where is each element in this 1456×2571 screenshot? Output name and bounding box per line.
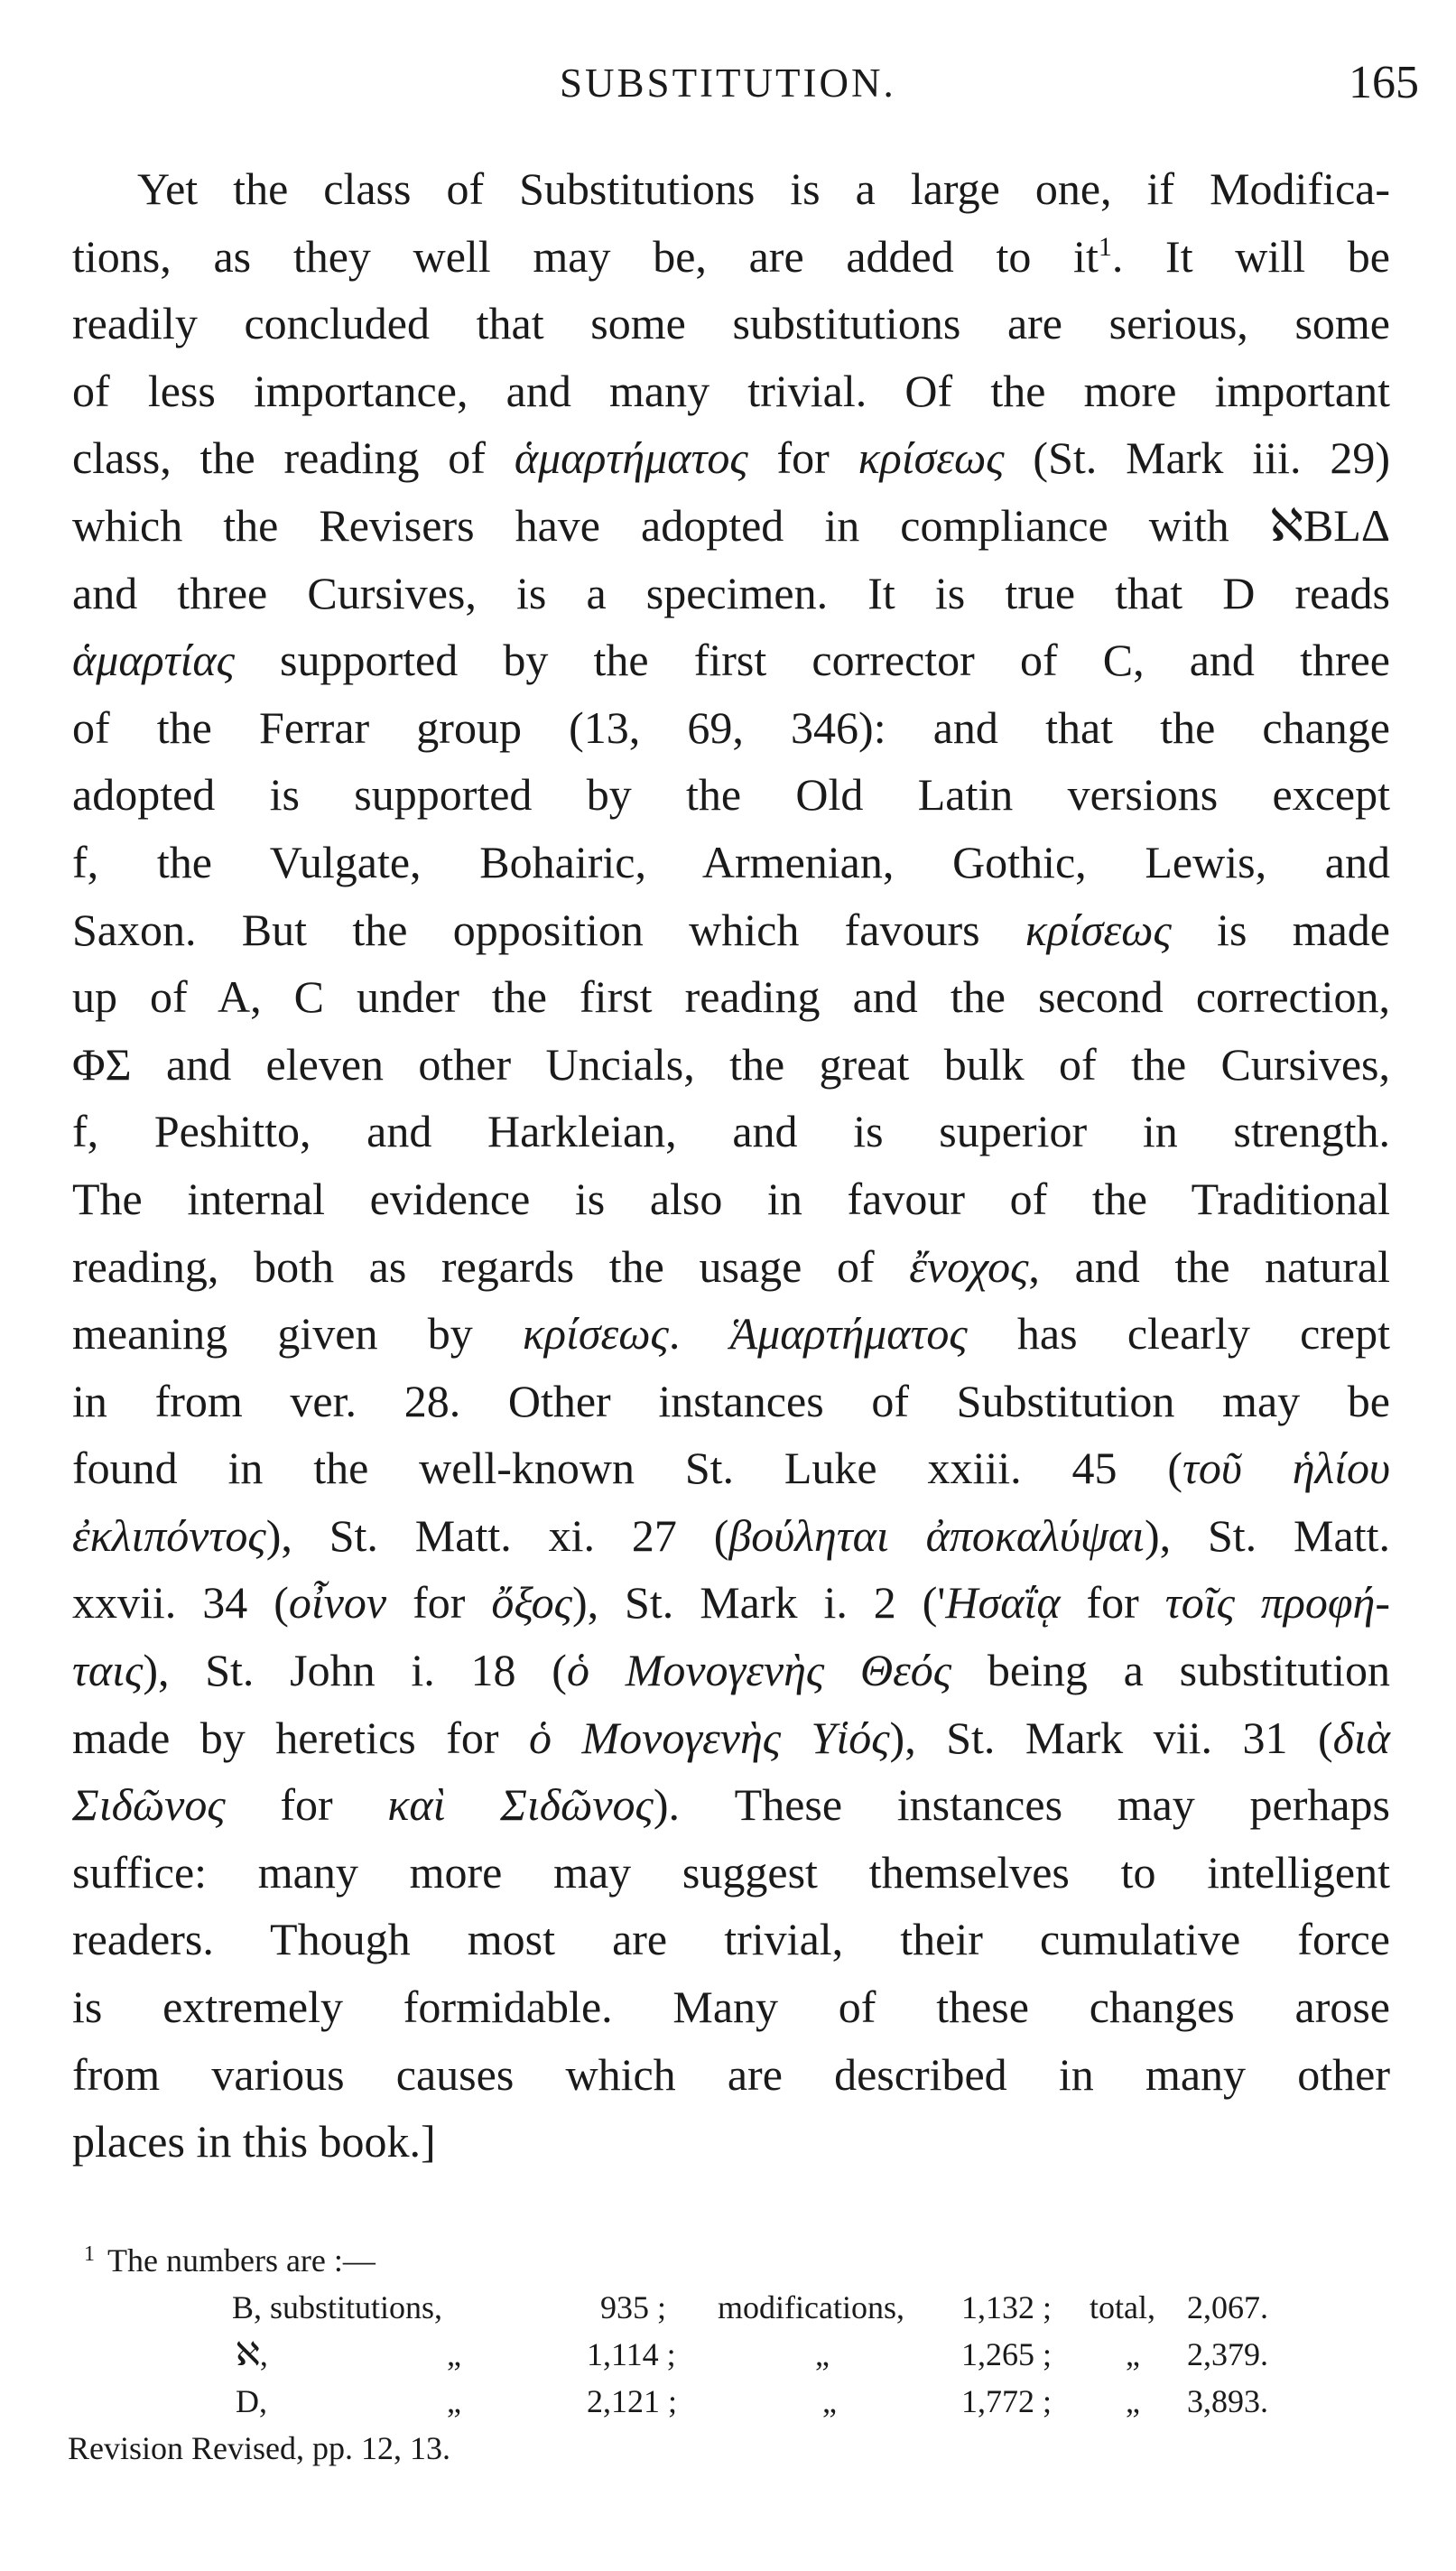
greek-term: οἶνον — [288, 1577, 387, 1629]
total-count: 3,893. — [1187, 2383, 1268, 2419]
text-run: up of A, C under the first reading and the second correction, — [72, 971, 1390, 1023]
footnote-reference: 1 — [1098, 231, 1112, 262]
text-run: which the Revisers have adopted in compliance with ℵBLΔ — [72, 499, 1390, 551]
text-run: and three Cursives, is a specimen. It is true that D reads — [72, 567, 1390, 618]
text-line — [72, 424, 1390, 492]
text-run: for — [747, 432, 858, 484]
ditto-mark: „ — [447, 2336, 461, 2372]
text-run: ΦΣ and eleven other Uncials, the great bulk of the Cursives, — [72, 1038, 1390, 1090]
text-run: . It will be — [1111, 230, 1390, 282]
text-line — [72, 1637, 1390, 1704]
text-run: ), St. Matt. — [1144, 1509, 1390, 1561]
ditto-mark: „ — [447, 2383, 461, 2419]
text-run: The internal evidence is also in favour of the Traditional — [72, 1173, 1390, 1224]
substitution-count: 1,114 ; — [587, 2336, 676, 2372]
text-line — [72, 1098, 1390, 1165]
footnote-table-row — [68, 2331, 1331, 2378]
footnote-intro-line — [68, 2237, 1331, 2284]
text-line — [72, 1502, 1390, 1570]
greek-term: ταις — [72, 1645, 144, 1696]
text-run: adopted is supported by the Old Latin versions except — [72, 769, 1390, 821]
greek-term: ἁμαρτίας — [72, 635, 235, 686]
text-run: ), St. John i. 18 ( — [143, 1645, 567, 1696]
row-label: ℵ, — [236, 2336, 268, 2372]
running-title: SUBSTITUTION. — [560, 60, 896, 106]
text-line — [72, 694, 1390, 762]
text-line — [72, 1771, 1390, 1839]
text-run: , and the natural — [1028, 1240, 1390, 1292]
text-line — [72, 896, 1390, 964]
text-line — [72, 1233, 1390, 1301]
text-line — [72, 1165, 1390, 1233]
text-run: found in the well-known St. Luke xxiii. 45 ( — [72, 1443, 1182, 1494]
greek-term: ἔνοχος — [909, 1240, 1029, 1292]
text-line — [72, 1031, 1390, 1099]
text-run: tions, as they well may be, are added to it — [72, 230, 1099, 282]
text-line — [72, 155, 1390, 223]
greek-term: κρίσεως — [858, 432, 1005, 484]
text-line — [72, 1300, 1390, 1368]
text-line — [72, 560, 1390, 627]
greek-term: βούληται ἀποκαλύψαι — [728, 1509, 1145, 1561]
greek-term: τοῦ ἡλίου — [1182, 1443, 1390, 1494]
total-label: „ — [1126, 2336, 1140, 2372]
text-run: suffice: many more may suggest themselves to intelligent — [72, 1846, 1390, 1898]
text-line — [72, 1906, 1390, 1973]
text-line — [72, 1368, 1390, 1435]
greek-term: ὁ Μονογενὴς Θεός — [566, 1645, 952, 1696]
total-label: total, — [1090, 2289, 1155, 2325]
text-run: from various causes which are described in many other — [72, 2048, 1390, 2100]
text-line — [72, 2108, 1390, 2176]
text-line — [72, 627, 1390, 694]
greek-term: διὰ — [1332, 1712, 1390, 1763]
text-line — [72, 290, 1390, 357]
greek-term: ἁμαρτήματος — [514, 432, 748, 484]
text-line — [72, 223, 1390, 291]
text-run: ), St. Matt. xi. 27 ( — [265, 1509, 729, 1561]
greek-term: τοῖς προφή- — [1164, 1577, 1390, 1629]
greek-term: καὶ Σιδῶνος — [387, 1779, 654, 1831]
modification-count: 1,265 ; — [961, 2336, 1053, 2372]
text-run: Yet the class of Substitutions is a large one, if Modifica- — [137, 163, 1390, 214]
footnote-table-row — [68, 2378, 1331, 2425]
text-line — [72, 963, 1390, 1031]
modifications-label: „ — [822, 2383, 837, 2419]
text-run: has clearly crept — [967, 1308, 1390, 1360]
text-line — [72, 1704, 1390, 1772]
text-line — [72, 1839, 1390, 1907]
text-run: Saxon. But the opposition which favours — [72, 904, 1025, 955]
text-run: readily concluded that some substitutions are serious, some — [72, 298, 1390, 349]
text-line — [72, 492, 1390, 560]
text-run: being a substitution — [951, 1645, 1390, 1696]
text-line — [72, 1973, 1390, 2041]
text-run: ). These instances may perhaps — [653, 1779, 1390, 1831]
greek-term: Ησαΐᾳ — [945, 1577, 1061, 1629]
greek-term: ἐκλιπόντος — [72, 1509, 266, 1561]
substitution-count: 2,121 ; — [587, 2383, 678, 2419]
text-run: ), St. Mark vii. 31 ( — [889, 1712, 1333, 1763]
footnote-source: Revision Revised, pp. 12, 13. — [68, 2430, 450, 2466]
row-label: B, substitutions, — [232, 2289, 443, 2325]
text-run: for — [386, 1577, 492, 1629]
greek-term: κρίσεως — [522, 1308, 669, 1360]
text-run: in from ver. 28. Other instances of Substitution may be — [72, 1375, 1390, 1426]
text-run: of less importance, and many trivial. Of the more important — [72, 365, 1390, 416]
substitution-count: 935 ; — [600, 2289, 667, 2325]
body-paragraph — [72, 155, 1390, 2176]
text-run: f, the Vulgate, Bohairic, Armenian, Gothic, Lewis, and — [72, 836, 1390, 887]
modification-count: 1,772 ; — [961, 2383, 1053, 2419]
text-line — [72, 1434, 1390, 1502]
modification-count: 1,132 ; — [961, 2289, 1053, 2325]
text-run: readers. Though most are trivial, their cumulative force — [72, 1914, 1390, 1965]
text-line — [72, 829, 1390, 896]
modifications-label: modifications, — [718, 2289, 904, 2325]
footnote-mark: 1 — [84, 2242, 95, 2266]
text-run: is made — [1171, 904, 1390, 955]
text-run: class, the reading of — [72, 432, 515, 484]
greek-term: Ἁμαρτήματος — [729, 1308, 968, 1360]
text-run: for — [225, 1779, 388, 1831]
text-run: . — [668, 1308, 730, 1360]
text-run: ), St. Mark i. 2 (' — [571, 1577, 946, 1629]
text-line — [72, 761, 1390, 829]
text-line — [72, 1569, 1390, 1637]
text-run: for — [1060, 1577, 1165, 1629]
greek-term: ὄξος — [491, 1577, 572, 1629]
total-count: 2,067. — [1187, 2289, 1268, 2325]
footnote-table-row — [68, 2284, 1331, 2331]
greek-term: κρίσεως — [1025, 904, 1172, 955]
footnote — [68, 2237, 1331, 2472]
text-run: reading, both as regards the usage of — [72, 1240, 910, 1292]
text-run: is extremely formidable. Many of these changes arose — [72, 1982, 1390, 2033]
text-line — [72, 357, 1390, 425]
modifications-label: „ — [815, 2336, 830, 2372]
text-run: places in this book.] — [72, 2116, 436, 2167]
text-run: f, Peshitto, and Harkleian, and is superior in strength. — [72, 1106, 1390, 1157]
greek-term: Σιδῶνος — [72, 1779, 226, 1831]
page-number: 165 — [1349, 57, 1419, 108]
text-run: xxvii. 34 ( — [72, 1577, 289, 1629]
total-count: 2,379. — [1187, 2336, 1268, 2372]
total-label: „ — [1126, 2383, 1140, 2419]
text-line — [72, 2041, 1390, 2109]
greek-term: ὁ Μονογενὴς Υἱός — [529, 1712, 890, 1763]
text-run: (St. Mark iii. 29) — [1004, 432, 1390, 484]
text-run: of the Ferrar group (13, 69, 346): and that the change — [72, 701, 1390, 753]
text-run: made by heretics for — [72, 1712, 530, 1763]
footnote-intro: The numbers are :— — [107, 2242, 376, 2279]
row-label: D, — [236, 2383, 267, 2419]
text-run: supported by the first corrector of C, and three — [234, 635, 1390, 686]
text-run: meaning given by — [72, 1308, 523, 1360]
running-head — [72, 56, 1426, 119]
